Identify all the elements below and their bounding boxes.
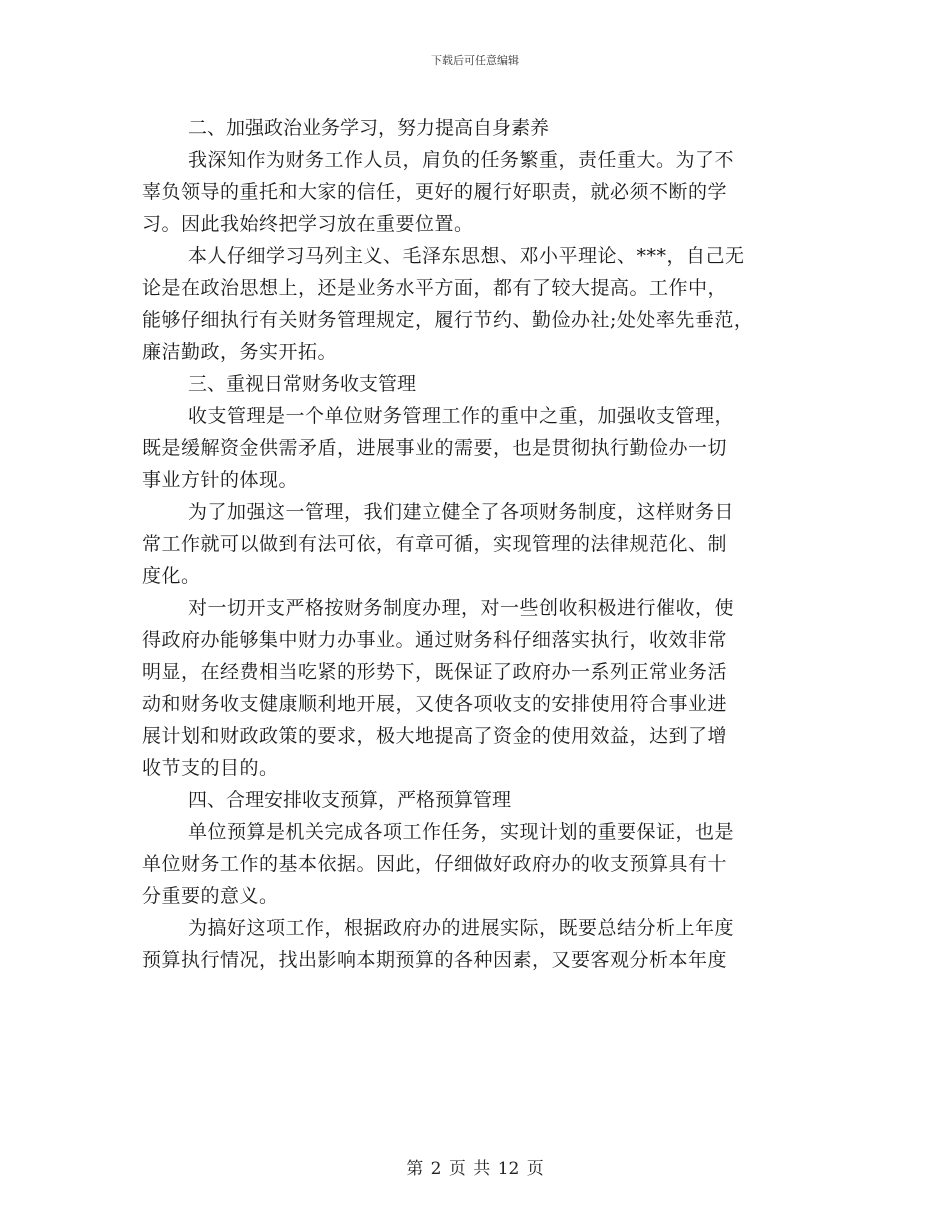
page-number-footer: 第 2 页 共 12 页 (406, 1159, 544, 1179)
paragraph-line: 辜负领导的重托和大家的信任，更好的履行好职责，就必须不断的学 (142, 181, 728, 203)
paragraph-line: 本人仔细学习马列主义、毛泽东思想、邓小平理论、***，自己无 (188, 245, 745, 267)
paragraph-line: 明显，在经费相当吃紧的形势下，既保证了政府办一系列正常业务活 (142, 661, 728, 683)
page-header: 下载后可任意编辑 (431, 54, 519, 67)
paragraph-line: 收节支的目的。 (142, 757, 279, 779)
paragraph (142, 400, 808, 496)
section-heading: 四、合理安排收支预算，严格预算管理 (188, 789, 512, 811)
paragraph-line: 对一切开支严格按财务制度办理，对一些创收积极进行催收，使 (188, 597, 735, 619)
paragraph-line: 动和财务收支健康顺利地开展，又使各项收支的安排使用符合事业进 (142, 693, 728, 715)
paragraph-line: 廉洁勤政，务实开拓。 (142, 341, 338, 363)
paragraph (142, 816, 808, 912)
section-heading: 二、加强政治业务学习，努力提高自身素养 (188, 117, 550, 139)
paragraph (142, 144, 808, 240)
paragraph-line: 得政府办能够集中财力办事业。通过财务科仔细落实执行，收效非常 (142, 629, 728, 651)
section-heading: 三、重视日常财务收支管理 (188, 373, 417, 395)
paragraph-line: 单位预算是机关完成各项工作任务，实现计划的重要保证，也是 (188, 821, 735, 843)
paragraph-line: 收支管理是一个单位财务管理工作的重中之重，加强收支管理， (188, 405, 735, 427)
paragraph (142, 240, 808, 368)
paragraph-line: 论是在政治思想上，还是业务水平方面，都有了较大提高。工作中， (142, 277, 728, 299)
paragraph-line: 为了加强这一管理，我们建立健全了各项财务制度，这样财务日 (188, 501, 735, 523)
paragraph-line: 既是缓解资金供需矛盾，进展事业的需要，也是贯彻执行勤俭办一切 (142, 437, 728, 459)
paragraph-line: 习。因此我始终把学习放在重要位置。 (142, 213, 474, 235)
paragraph-line: 度化。 (142, 565, 201, 587)
paragraph (142, 496, 808, 592)
paragraph-line: 预算执行情况，找出影响本期预算的各种因素，又要客观分析本年度 (142, 949, 728, 971)
paragraph-line: 分重要的意义。 (142, 885, 279, 907)
document-body (142, 112, 808, 976)
paragraph-line: 我深知作为财务工作人员，肩负的任务繁重，责任重大。为了不 (188, 149, 735, 171)
paragraph-line: 事业方针的体现。 (142, 469, 299, 491)
paragraph-line: 单位财务工作的基本依据。因此，仔细做好政府办的收支预算具有十 (142, 853, 728, 875)
paragraph-line: 能够仔细执行有关财务管理规定，履行节约、勤俭办社;处处率先垂范， (142, 309, 754, 331)
paragraph-line: 展计划和财政政策的要求，极大地提高了资金的使用效益，达到了增 (142, 725, 728, 747)
paragraph (142, 592, 808, 784)
paragraph (142, 912, 808, 976)
paragraph-line: 为搞好这项工作，根据政府办的进展实际，既要总结分析上年度 (188, 917, 735, 939)
paragraph-line: 常工作就可以做到有法可依，有章可循，实现管理的法律规范化、制 (142, 533, 728, 555)
